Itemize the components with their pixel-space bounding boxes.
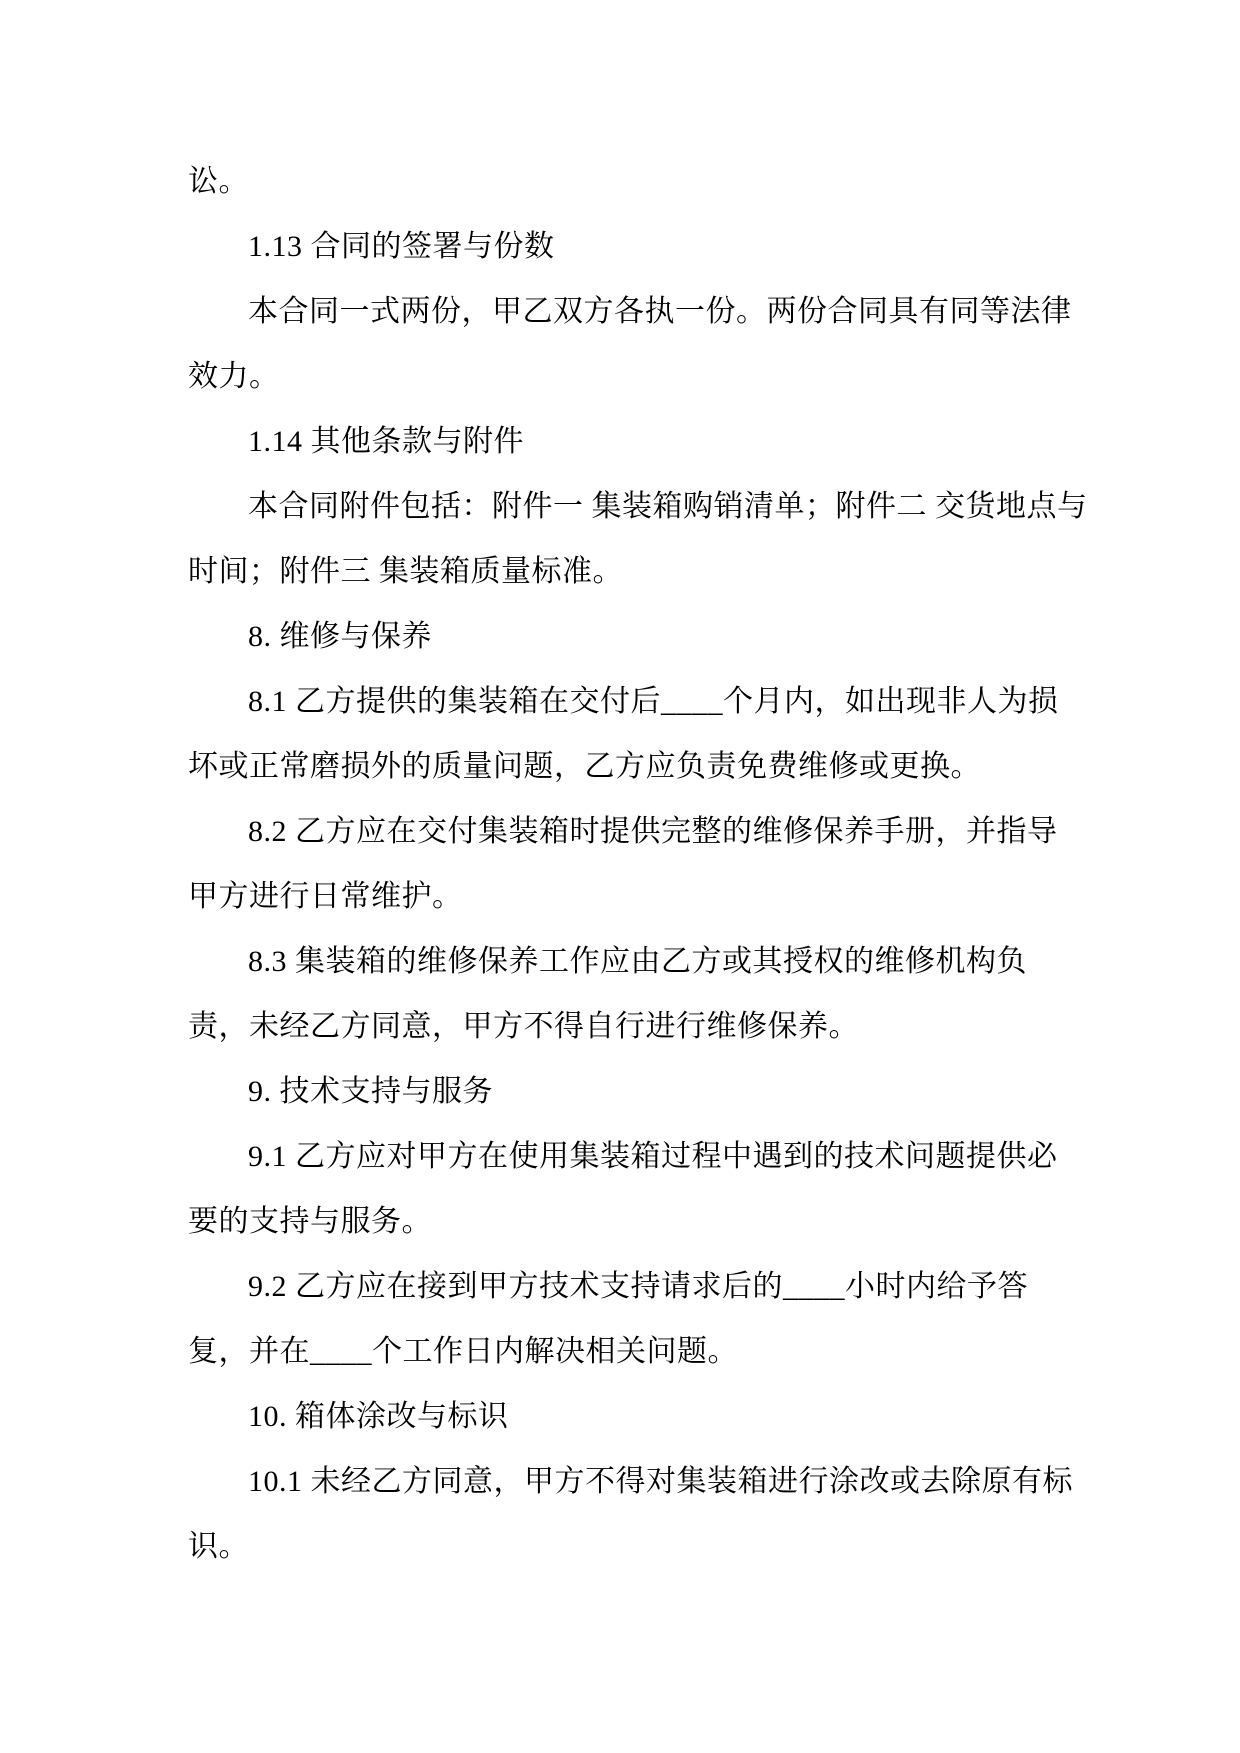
text-line: 9.1 乙方应对甲方在使用集装箱过程中遇到的技术问题提供必 — [248, 1140, 1058, 1173]
text-line: 效力。 — [188, 360, 280, 393]
text-line: 识。 — [188, 1530, 249, 1563]
text-line: 时间；附件三 集装箱质量标准。 — [188, 555, 623, 588]
text-line: 10. 箱体涂改与标识 — [248, 1400, 509, 1433]
text-line: 8.1 乙方提供的集装箱在交付后____个月内，如出现非人为损 — [248, 685, 1059, 718]
text-line: 8.2 乙方应在交付集装箱时提供完整的维修保养手册，并指导 — [248, 815, 1058, 848]
text-line: 坏或正常磨损外的质量问题，乙方应负责免费维修或更换。 — [188, 750, 981, 783]
text-line: 1.13 合同的签署与份数 — [248, 230, 555, 263]
text-line: 8.3 集装箱的维修保养工作应由乙方或其授权的维修机构负 — [248, 945, 1027, 978]
text-line: 本合同附件包括：附件一 集装箱购销清单；附件二 交货地点与 — [248, 490, 1088, 523]
text-line: 要的支持与服务。 — [188, 1205, 432, 1238]
text-line: 9.2 乙方应在接到甲方技术支持请求后的____小时内给予答 — [248, 1270, 1028, 1303]
text-line: 本合同一式两份，甲乙双方各执一份。两份合同具有同等法律 — [248, 295, 1072, 328]
document-body — [188, 149, 1088, 1579]
text-line: 9. 技术支持与服务 — [248, 1075, 493, 1108]
text-line: 甲方进行日常维护。 — [188, 880, 463, 913]
text-line: 10.1 未经乙方同意，甲方不得对集装箱进行涂改或去除原有标 — [248, 1465, 1073, 1498]
text-line: 8. 维修与保养 — [248, 620, 432, 653]
text-line: 1.14 其他条款与附件 — [248, 425, 524, 458]
text-line: 责，未经乙方同意，甲方不得自行进行维修保养。 — [188, 1010, 859, 1043]
text-line: 复，并在____个工作日内解决相关问题。 — [188, 1335, 738, 1368]
text-line: 讼。 — [188, 165, 249, 198]
